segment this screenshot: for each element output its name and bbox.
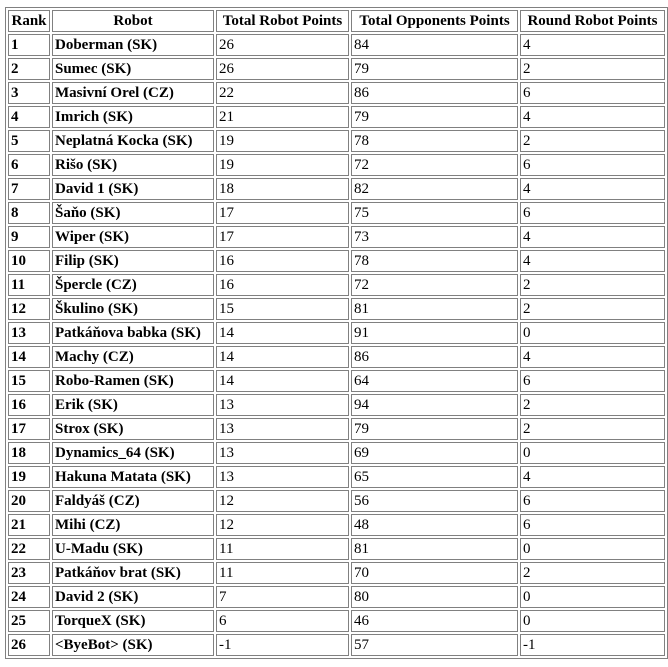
total-robot-points-cell: 11	[216, 562, 349, 584]
total-opponents-points-cell: 75	[351, 202, 518, 224]
total-robot-points-cell: 13	[216, 466, 349, 488]
total-robot-points-cell: 19	[216, 154, 349, 176]
total-robot-points-cell: 12	[216, 514, 349, 536]
total-robot-points-cell: 14	[216, 322, 349, 344]
rank-cell: 16	[8, 394, 50, 416]
round-robot-points-cell: -1	[520, 634, 665, 656]
total-opponents-points-cell: 86	[351, 346, 518, 368]
table-row	[8, 298, 665, 320]
table-row	[8, 370, 665, 392]
robot-cell: Špercle (CZ)	[52, 274, 214, 296]
table-row	[8, 586, 665, 608]
robot-cell: Patkáňova babka (SK)	[52, 322, 214, 344]
table-row	[8, 610, 665, 632]
robot-cell: David 2 (SK)	[52, 586, 214, 608]
rank-cell: 9	[8, 226, 50, 248]
total-opponents-points-cell: 70	[351, 562, 518, 584]
round-robot-points-cell: 6	[520, 514, 665, 536]
robot-cell: <ByeBot> (SK)	[52, 634, 214, 656]
rank-cell: 17	[8, 418, 50, 440]
round-robot-points-cell: 2	[520, 562, 665, 584]
rank-cell: 1	[8, 34, 50, 56]
table-body	[8, 34, 665, 656]
round-robot-points-cell: 0	[520, 538, 665, 560]
total-robot-points-cell: 6	[216, 610, 349, 632]
table-row	[8, 226, 665, 248]
total-opponents-points-cell: 86	[351, 82, 518, 104]
total-robot-points-cell: 22	[216, 82, 349, 104]
total-opponents-points-cell: 69	[351, 442, 518, 464]
robot-cell: Mihi (CZ)	[52, 514, 214, 536]
round-robot-points-cell: 6	[520, 370, 665, 392]
table-row	[8, 346, 665, 368]
total-robot-points-cell: 7	[216, 586, 349, 608]
round-robot-points-cell: 4	[520, 178, 665, 200]
total-robot-points-cell: 13	[216, 394, 349, 416]
total-opponents-points-cell: 57	[351, 634, 518, 656]
round-robot-points-cell: 4	[520, 466, 665, 488]
total-robot-points-cell: 16	[216, 274, 349, 296]
rank-cell: 4	[8, 106, 50, 128]
results-table	[5, 7, 668, 659]
total-robot-points-cell: 13	[216, 418, 349, 440]
total-robot-points-cell: 17	[216, 202, 349, 224]
rank-cell: 25	[8, 610, 50, 632]
robot-cell: Šaňo (SK)	[52, 202, 214, 224]
table-row	[8, 562, 665, 584]
round-robot-points-cell: 0	[520, 442, 665, 464]
rank-cell: 6	[8, 154, 50, 176]
rank-cell: 15	[8, 370, 50, 392]
rank-cell: 7	[8, 178, 50, 200]
robot-cell: Imrich (SK)	[52, 106, 214, 128]
table-row	[8, 106, 665, 128]
total-opponents-points-cell: 78	[351, 130, 518, 152]
header-total-opponents-points: Total Opponents Points	[351, 10, 518, 32]
total-opponents-points-cell: 81	[351, 538, 518, 560]
total-opponents-points-cell: 80	[351, 586, 518, 608]
table-row	[8, 250, 665, 272]
round-robot-points-cell: 2	[520, 298, 665, 320]
round-robot-points-cell: 6	[520, 154, 665, 176]
total-robot-points-cell: 21	[216, 106, 349, 128]
total-opponents-points-cell: 91	[351, 322, 518, 344]
rank-cell: 10	[8, 250, 50, 272]
table-row	[8, 634, 665, 656]
robot-cell: Rišo (SK)	[52, 154, 214, 176]
robot-cell: Erik (SK)	[52, 394, 214, 416]
round-robot-points-cell: 4	[520, 34, 665, 56]
rank-cell: 11	[8, 274, 50, 296]
table-row	[8, 514, 665, 536]
robot-cell: Wiper (SK)	[52, 226, 214, 248]
table-row	[8, 82, 665, 104]
round-robot-points-cell: 4	[520, 346, 665, 368]
table-row	[8, 442, 665, 464]
table-row	[8, 58, 665, 80]
table-row	[8, 130, 665, 152]
table-row	[8, 490, 665, 512]
round-robot-points-cell: 2	[520, 58, 665, 80]
robot-cell: Neplatná Kocka (SK)	[52, 130, 214, 152]
robot-cell: Doberman (SK)	[52, 34, 214, 56]
rank-cell: 24	[8, 586, 50, 608]
round-robot-points-cell: 4	[520, 106, 665, 128]
robot-cell: Strox (SK)	[52, 418, 214, 440]
robot-cell: Patkáňov brat (SK)	[52, 562, 214, 584]
total-robot-points-cell: -1	[216, 634, 349, 656]
header-rank: Rank	[8, 10, 50, 32]
table-row	[8, 394, 665, 416]
robot-cell: Škulino (SK)	[52, 298, 214, 320]
header-round-robot-points: Round Robot Points	[520, 10, 665, 32]
total-opponents-points-cell: 82	[351, 178, 518, 200]
total-robot-points-cell: 19	[216, 130, 349, 152]
table-row	[8, 34, 665, 56]
total-robot-points-cell: 17	[216, 226, 349, 248]
header-robot: Robot	[52, 10, 214, 32]
rank-cell: 2	[8, 58, 50, 80]
total-opponents-points-cell: 84	[351, 34, 518, 56]
total-opponents-points-cell: 94	[351, 394, 518, 416]
total-robot-points-cell: 11	[216, 538, 349, 560]
rank-cell: 8	[8, 202, 50, 224]
table-row	[8, 538, 665, 560]
round-robot-points-cell: 2	[520, 418, 665, 440]
total-robot-points-cell: 18	[216, 178, 349, 200]
rank-cell: 22	[8, 538, 50, 560]
total-opponents-points-cell: 79	[351, 106, 518, 128]
total-robot-points-cell: 13	[216, 442, 349, 464]
total-robot-points-cell: 12	[216, 490, 349, 512]
table-row	[8, 322, 665, 344]
round-robot-points-cell: 6	[520, 202, 665, 224]
round-robot-points-cell: 0	[520, 586, 665, 608]
total-opponents-points-cell: 56	[351, 490, 518, 512]
total-opponents-points-cell: 79	[351, 58, 518, 80]
rank-cell: 12	[8, 298, 50, 320]
rank-cell: 21	[8, 514, 50, 536]
total-robot-points-cell: 14	[216, 370, 349, 392]
total-opponents-points-cell: 64	[351, 370, 518, 392]
table-row	[8, 274, 665, 296]
table-row	[8, 202, 665, 224]
total-opponents-points-cell: 48	[351, 514, 518, 536]
rank-cell: 26	[8, 634, 50, 656]
robot-cell: Masivní Orel (CZ)	[52, 82, 214, 104]
total-robot-points-cell: 26	[216, 58, 349, 80]
robot-cell: TorqueX (SK)	[52, 610, 214, 632]
round-robot-points-cell: 2	[520, 130, 665, 152]
robot-cell: Filip (SK)	[52, 250, 214, 272]
total-robot-points-cell: 14	[216, 346, 349, 368]
header-total-robot-points: Total Robot Points	[216, 10, 349, 32]
table-row	[8, 466, 665, 488]
table-row	[8, 418, 665, 440]
total-opponents-points-cell: 73	[351, 226, 518, 248]
header-row	[8, 10, 665, 32]
robot-cell: U-Madu (SK)	[52, 538, 214, 560]
rank-cell: 3	[8, 82, 50, 104]
round-robot-points-cell: 4	[520, 250, 665, 272]
rank-cell: 5	[8, 130, 50, 152]
robot-cell: Machy (CZ)	[52, 346, 214, 368]
round-robot-points-cell: 6	[520, 490, 665, 512]
robot-cell: David 1 (SK)	[52, 178, 214, 200]
robot-cell: Hakuna Matata (SK)	[52, 466, 214, 488]
round-robot-points-cell: 0	[520, 610, 665, 632]
table-row	[8, 154, 665, 176]
total-opponents-points-cell: 72	[351, 274, 518, 296]
total-opponents-points-cell: 81	[351, 298, 518, 320]
total-opponents-points-cell: 78	[351, 250, 518, 272]
rank-cell: 23	[8, 562, 50, 584]
round-robot-points-cell: 2	[520, 274, 665, 296]
rank-cell: 13	[8, 322, 50, 344]
rank-cell: 14	[8, 346, 50, 368]
total-opponents-points-cell: 65	[351, 466, 518, 488]
round-robot-points-cell: 6	[520, 82, 665, 104]
round-robot-points-cell: 2	[520, 394, 665, 416]
rank-cell: 20	[8, 490, 50, 512]
round-robot-points-cell: 4	[520, 226, 665, 248]
total-robot-points-cell: 15	[216, 298, 349, 320]
total-opponents-points-cell: 46	[351, 610, 518, 632]
rank-cell: 19	[8, 466, 50, 488]
round-robot-points-cell: 0	[520, 322, 665, 344]
total-robot-points-cell: 16	[216, 250, 349, 272]
robot-cell: Faldyáš (CZ)	[52, 490, 214, 512]
total-robot-points-cell: 26	[216, 34, 349, 56]
robot-cell: Sumec (SK)	[52, 58, 214, 80]
rank-cell: 18	[8, 442, 50, 464]
total-opponents-points-cell: 79	[351, 418, 518, 440]
table-row	[8, 178, 665, 200]
robot-cell: Dynamics_64 (SK)	[52, 442, 214, 464]
total-opponents-points-cell: 72	[351, 154, 518, 176]
robot-cell: Robo-Ramen (SK)	[52, 370, 214, 392]
